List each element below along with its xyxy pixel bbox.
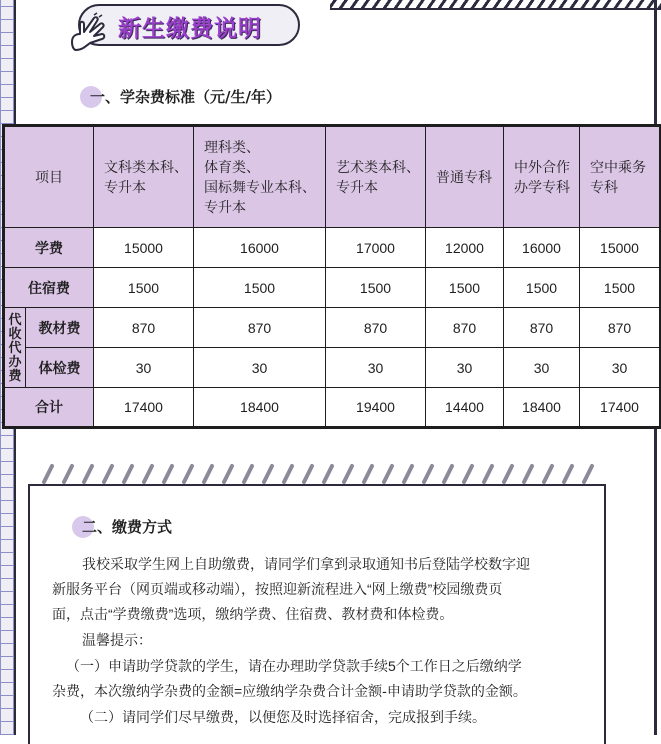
table-cell: 17400 (580, 388, 661, 428)
table-cell: 870 (326, 308, 426, 348)
table-cell: 30 (426, 348, 504, 388)
table-cell: 1500 (94, 268, 194, 308)
table-cell: 30 (194, 348, 326, 388)
table-cell: 18400 (504, 388, 580, 428)
payment-tip-title: 温馨提示： (82, 632, 152, 648)
spiral-ring (544, 466, 552, 482)
table-row (4, 308, 661, 348)
spiral-ring (304, 466, 312, 482)
payment-tip-line: （一）申请助学贷款的学生，请在办理助学贷款手续5个工作日之后缴纳学 (66, 658, 522, 674)
header-cell (194, 126, 326, 228)
table-cell: 14400 (426, 388, 504, 428)
header-text: 专升本 (204, 199, 246, 215)
spiral-ring (504, 466, 512, 482)
table-cell: 1500 (580, 268, 661, 308)
header-cell (4, 126, 94, 228)
table-cell: 870 (94, 308, 194, 348)
fee-standard-table (2, 124, 661, 429)
spiral-ring (564, 466, 572, 482)
table-header-row (4, 126, 661, 228)
spiral-ring (84, 466, 92, 482)
table-cell: 30 (504, 348, 580, 388)
spiral-ring (124, 466, 132, 482)
spiral-ring (144, 466, 152, 482)
table-cell: 1500 (504, 268, 580, 308)
spiral-ring (284, 466, 292, 482)
spiral-ring (64, 466, 72, 482)
page-title: 新生缴费说明 (118, 16, 262, 42)
table-row (4, 348, 661, 388)
spiral-ring (584, 466, 592, 482)
table-cell: 15000 (580, 228, 661, 268)
spiral-ring (344, 466, 352, 482)
payment-line: 面，点击“学费缴费”选项，缴纳学费、住宿费、教材费和体检费。 (52, 606, 454, 622)
table-cell: 18400 (194, 388, 326, 428)
table-cell: 1500 (194, 268, 326, 308)
spiral-ring (184, 466, 192, 482)
row-label: 合计 (4, 388, 94, 428)
table-cell: 870 (426, 308, 504, 348)
header-text: 专升本 (104, 179, 146, 195)
table-cell: 17000 (326, 228, 426, 268)
header-cell (504, 126, 580, 228)
spiral-ring (484, 466, 492, 482)
spiral-ring (44, 466, 52, 482)
spiral-ring (244, 466, 252, 482)
table-cell: 870 (580, 308, 661, 348)
group-label: 代 收 代 办 费 (4, 308, 26, 388)
payment-tip-line: 杂费，本次缴纳学杂费的金额=应缴纳学杂费合计金额-申请助学贷款的金额。 (52, 683, 527, 699)
table-cell: 1500 (426, 268, 504, 308)
header-text: 办学专科 (514, 179, 570, 195)
payment-line: 我校采取学生网上自助缴费，请同学们拿到录取通知书后登陆学校数字迎 (82, 556, 530, 572)
header-text: 空中乘务 (590, 159, 646, 175)
table-cell: 19400 (326, 388, 426, 428)
spiral-ring (404, 466, 412, 482)
spiral-ring (324, 466, 332, 482)
header-text: 普通专科 (436, 169, 492, 185)
top-border-line (330, 8, 661, 10)
spiral-ring (264, 466, 272, 482)
header-cell (580, 126, 661, 228)
top-dash-decoration (330, 0, 661, 8)
header-text: 文科类本科、 (104, 159, 188, 175)
header-text: 艺术类本科、 (336, 159, 420, 175)
table-cell: 16000 (504, 228, 580, 268)
table-cell: 870 (194, 308, 326, 348)
table-row (4, 388, 661, 428)
table-cell: 30 (580, 348, 661, 388)
spiral-ring (384, 466, 392, 482)
header-text: 专科 (590, 179, 618, 195)
spiral-ring (464, 466, 472, 482)
spiral-ring (224, 466, 232, 482)
section2-title: 二、缴费方式 (82, 518, 173, 536)
header-cell (426, 126, 504, 228)
table-cell: 17400 (94, 388, 194, 428)
spiral-ring (364, 466, 372, 482)
header-text: 国标舞专业本科、 (204, 179, 316, 195)
spiral-ring (424, 466, 432, 482)
pointing-hand-icon (66, 12, 110, 56)
row-label: 教材费 (26, 308, 94, 348)
payment-line: 新服务平台（网页端或移动端），按照迎新流程进入“网上缴费”校园缴费页 (52, 581, 503, 597)
table-cell: 15000 (94, 228, 194, 268)
spiral-ring (444, 466, 452, 482)
table-cell: 16000 (194, 228, 326, 268)
row-label: 体检费 (26, 348, 94, 388)
spiral-ring (164, 466, 172, 482)
table-row (4, 268, 661, 308)
section1-title: 一、学杂费标准（元/生/年） (90, 88, 281, 106)
header-text: 体育类、 (204, 159, 260, 175)
header-text: 项目 (35, 169, 63, 185)
header-cell (326, 126, 426, 228)
header-cell (94, 126, 194, 228)
payment-tip-line: （二）请同学们尽早缴费，以便您及时选择宿舍，完成报到手续。 (80, 709, 486, 725)
row-label: 学费 (4, 228, 94, 268)
table-cell: 30 (326, 348, 426, 388)
header-text: 专升本 (336, 179, 378, 195)
table-cell: 1500 (326, 268, 426, 308)
row-label: 住宿费 (4, 268, 94, 308)
spiral-ring (104, 466, 112, 482)
table-cell: 30 (94, 348, 194, 388)
spiral-ring (524, 466, 532, 482)
table-row (4, 228, 661, 268)
spiral-ring (204, 466, 212, 482)
header-text: 理科类、 (204, 139, 260, 155)
table-cell: 12000 (426, 228, 504, 268)
notebook-spiral-decoration (38, 462, 598, 486)
header-text: 中外合作 (514, 159, 570, 175)
table-cell: 870 (504, 308, 580, 348)
